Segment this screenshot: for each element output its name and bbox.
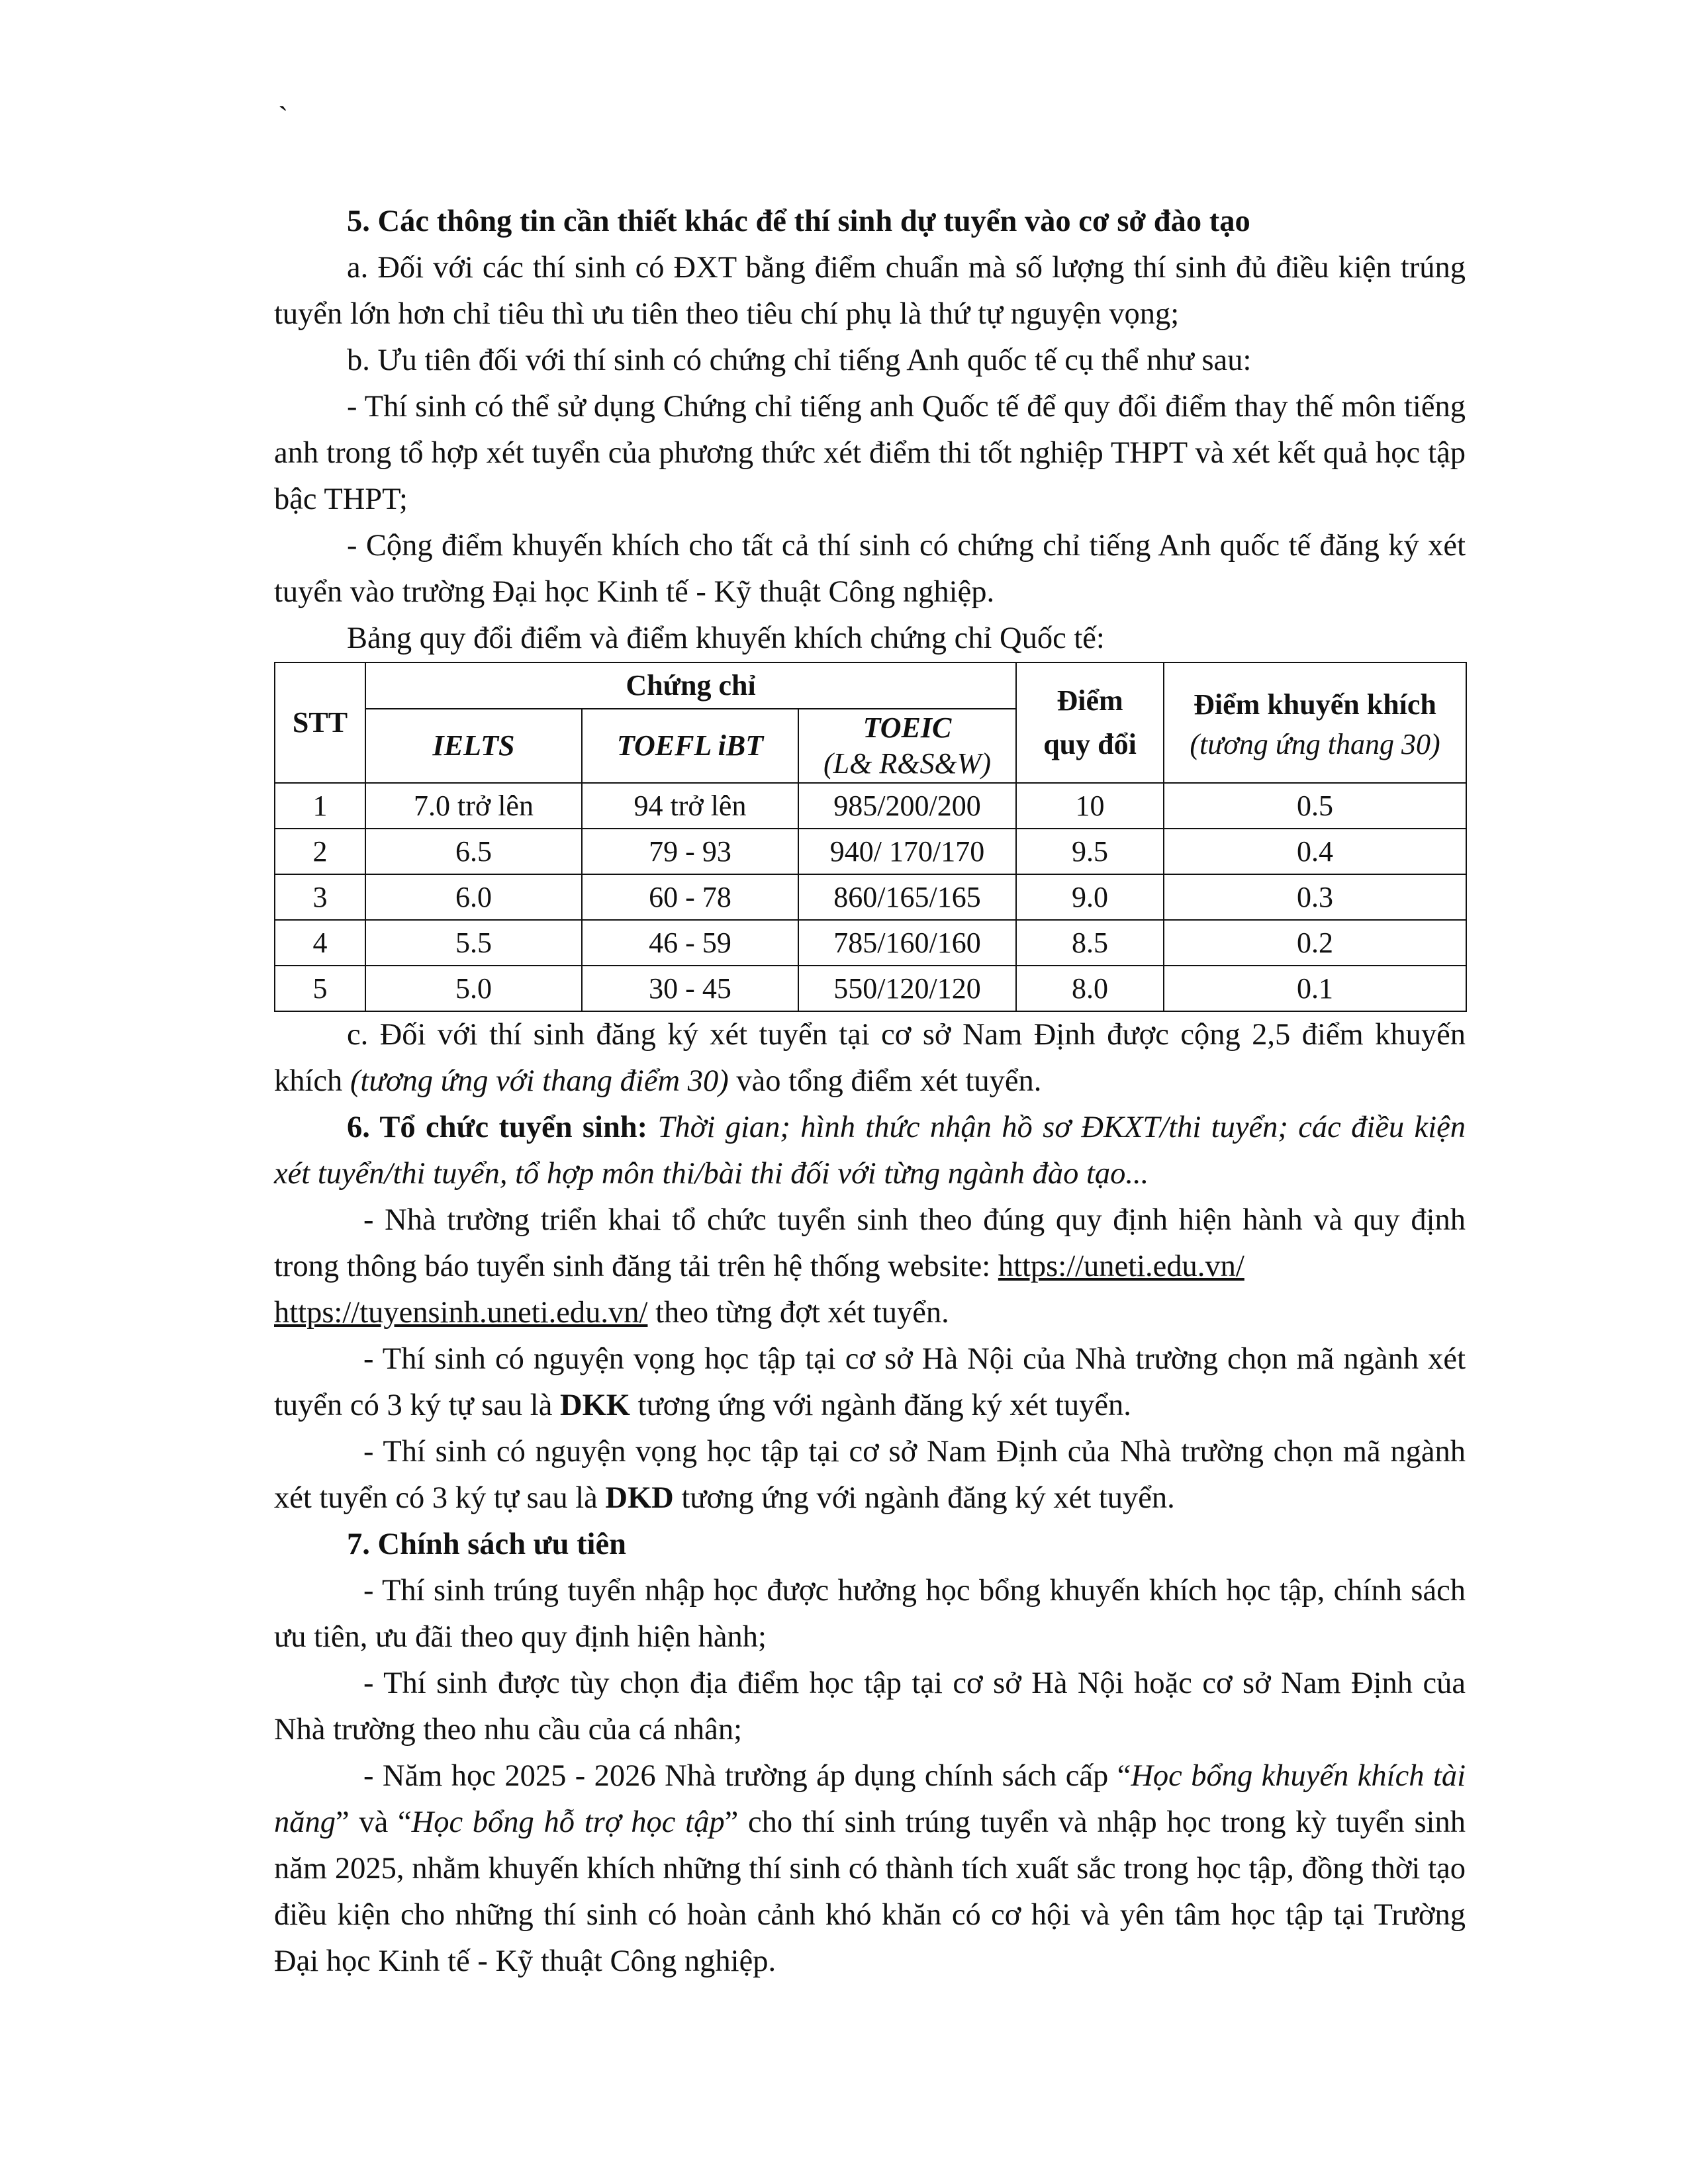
certificate-conversion-table — [274, 662, 1467, 1012]
cell-bonus-score: 0.2 — [1164, 920, 1466, 966]
cell-toefl: 30 - 45 — [582, 966, 798, 1011]
section-6-title: 6. Tổ chức tuyển sinh: — [347, 1111, 648, 1144]
cell-ielts: 5.0 — [365, 966, 582, 1011]
para-c-text-end: vào tổng điểm xét tuyển. — [728, 1064, 1042, 1098]
section-6-para-1 — [274, 1197, 1466, 1336]
cell-toefl: 94 trở lên — [582, 783, 798, 829]
header-toeic-label: TOEIC — [863, 711, 952, 744]
section-5-heading: 5. Các thông tin cần thiết khác để thí sinh dự tuyển vào cơ sở đào tạo — [347, 205, 1250, 238]
cell-converted-score: 9.0 — [1016, 874, 1164, 920]
section-5-para-b2: - Cộng điểm khuyến khích cho tất cả thí sinh có chứng chỉ tiếng Anh quốc tế đăng ký xét tuyển vào trường Đại học Kinh tế - Kỹ thuật Công nghiệp. — [274, 529, 1466, 609]
section-5-para-b: b. Ưu tiên đối với thí sinh có chứng chỉ tiếng Anh quốc tế cụ thể như sau: — [347, 343, 1252, 377]
cell-stt: 1 — [275, 783, 365, 829]
table-row — [275, 783, 1466, 829]
section-7-para-2: - Thí sinh được tùy chọn địa điểm học tập tại cơ sở Hà Nội hoặc cơ sở Nam Định của Nhà trường theo nhu cầu của cá nhân; — [274, 1666, 1466, 1747]
section-6-para-3-text: - Thí sinh có nguyện vọng học tập tại cơ sở Nam Định của Nhà trường chọn mã ngành xét tuyển có 3 ký tự sau là — [274, 1435, 1466, 1515]
cell-bonus-score: 0.1 — [1164, 966, 1466, 1011]
section-7-para-3-end: ” cho thí sinh trúng tuyển và nhập học trong kỳ tuyển sinh năm 2025, nhằm khuyến khích những thí sinh có thành tích xuất sắc trong học tập, đồng thời tạo điều kiện cho những thí sinh có hoàn cảnh khó khăn có cơ hội và yên tâm học tập tại Trường Đại học Kinh tế - Kỹ thuật Công nghiệp. — [274, 1805, 1466, 1978]
cell-toefl: 46 - 59 — [582, 920, 798, 966]
cell-toeic: 785/160/160 — [798, 920, 1016, 966]
cell-converted-score: 9.5 — [1016, 829, 1164, 874]
section-7-para-3 — [274, 1753, 1466, 1985]
table-caption: Bảng quy đổi điểm và điểm khuyến khích chứng chỉ Quốc tế: — [347, 621, 1105, 655]
tuyensinh-website-link[interactable]: https://tuyensinh.uneti.edu.vn/ — [274, 1296, 648, 1330]
cell-toefl: 60 - 78 — [582, 874, 798, 920]
section-7-heading: 7. Chính sách ưu tiên — [347, 1527, 626, 1561]
cell-stt: 4 — [275, 920, 365, 966]
cell-converted-score: 8.5 — [1016, 920, 1164, 966]
header-ielts: IELTS — [365, 709, 582, 783]
cell-toefl: 79 - 93 — [582, 829, 798, 874]
section-6-para-2 — [274, 1336, 1466, 1429]
para-c-scale-note: (tương ứng với thang điểm 30) — [350, 1064, 729, 1098]
cell-toeic: 985/200/200 — [798, 783, 1016, 829]
cell-ielts: 6.5 — [365, 829, 582, 874]
stray-mark: ` — [278, 100, 289, 134]
header-stt: STT — [275, 662, 365, 783]
section-6-para-2-end: tương ứng với ngành đăng ký xét tuyển. — [630, 1388, 1131, 1422]
cell-ielts: 6.0 — [365, 874, 582, 920]
namdinh-major-code: DKD — [605, 1481, 674, 1515]
cell-ielts: 7.0 trở lên — [365, 783, 582, 829]
cell-bonus-score: 0.4 — [1164, 829, 1466, 874]
cell-toeic: 940/ 170/170 — [798, 829, 1016, 874]
section-7-para-3-text: - Năm học 2025 - 2026 Nhà trường áp dụng chính sách cấp “ — [363, 1759, 1131, 1793]
uneti-website-link[interactable]: https://uneti.edu.vn/ — [998, 1250, 1244, 1283]
header-converted-score-line1: Điểm — [1056, 684, 1123, 717]
header-toeic-skills: (L& R&S&W) — [823, 747, 991, 780]
header-converted-score — [1016, 662, 1164, 783]
section-6-para-3-end: tương ứng với ngành đăng ký xét tuyển. — [673, 1481, 1175, 1515]
section-6-heading — [274, 1105, 1466, 1197]
hanoi-major-code: DKK — [560, 1388, 630, 1422]
header-converted-score-line2: quy đổi — [1043, 728, 1137, 760]
header-toefl: TOEFL iBT — [582, 709, 798, 783]
section-6-para-3 — [274, 1429, 1466, 1522]
para-c-text: c. Đối với thí sinh đăng ký xét tuyển tại cơ sở Nam Định được cộng 2,5 điểm khuyến khích — [274, 1018, 1466, 1098]
talent-scholarship-name: Học bổng khuyến khích tài năng — [274, 1759, 1466, 1839]
cell-stt: 2 — [275, 829, 365, 874]
section-6-subtitle: Thời gian; hình thức nhận hồ sơ ĐKXT/thi tuyển; các điều kiện xét tuyển/thi tuyển, tổ hợp môn thi/bài thi đối với từng ngành đào tạo... — [274, 1111, 1466, 1191]
table-row — [275, 920, 1466, 966]
section-6-para-1-text: - Nhà trường triển khai tổ chức tuyển sinh theo đúng quy định hiện hành và quy định trong thông báo tuyển sinh đăng tải trên hệ thống website: — [274, 1203, 1466, 1283]
section-7-para-3-conj: ” và “ — [336, 1805, 412, 1839]
document-body — [274, 199, 1466, 1985]
cell-toeic: 550/120/120 — [798, 966, 1016, 1011]
section-5-para-b1: - Thí sinh có thể sử dụng Chứng chỉ tiếng anh Quốc tế để quy đổi điểm thay thế môn tiếng anh trong tổ hợp xét tuyển của phương thức xét điểm thi tốt nghiệp THPT và xét kết quả học tập bậc THPT; — [274, 390, 1466, 516]
table-row — [275, 874, 1466, 920]
cell-toeic: 860/165/165 — [798, 874, 1016, 920]
section-6-para-1-end: theo từng đợt xét tuyển. — [647, 1296, 949, 1330]
header-bonus-score-label: Điểm khuyến khích — [1194, 688, 1436, 721]
section-7-para-1: - Thí sinh trúng tuyển nhập học được hưởng học bổng khuyến khích học tập, chính sách ưu tiên, ưu đãi theo quy định hiện hành; — [274, 1574, 1466, 1654]
header-bonus-score — [1164, 662, 1466, 783]
section-6-para-2-text: - Thí sinh có nguyện vọng học tập tại cơ sở Hà Nội của Nhà trường chọn mã ngành xét tuyển có 3 ký tự sau là — [274, 1342, 1466, 1422]
cell-ielts: 5.5 — [365, 920, 582, 966]
section-5-para-a: a. Đối với các thí sinh có ĐXT bằng điểm chuẩn mà số lượng thí sinh đủ điều kiện trúng tuyển lớn hơn chỉ tiêu thì ưu tiên theo tiêu chí phụ là thứ tự nguyện vọng; — [274, 251, 1466, 331]
header-toeic — [798, 709, 1016, 783]
cell-stt: 5 — [275, 966, 365, 1011]
section-5-para-c — [274, 1012, 1466, 1105]
cell-bonus-score: 0.3 — [1164, 874, 1466, 920]
cell-converted-score: 8.0 — [1016, 966, 1164, 1011]
header-bonus-score-scale: (tương ứng thang 30) — [1190, 728, 1440, 760]
support-scholarship-name: Học bổng hỗ trợ học tập — [411, 1805, 725, 1839]
cell-bonus-score: 0.5 — [1164, 783, 1466, 829]
header-certificate: Chứng chỉ — [365, 662, 1016, 709]
table-row — [275, 966, 1466, 1011]
cell-stt: 3 — [275, 874, 365, 920]
cell-converted-score: 10 — [1016, 783, 1164, 829]
table-row — [275, 829, 1466, 874]
